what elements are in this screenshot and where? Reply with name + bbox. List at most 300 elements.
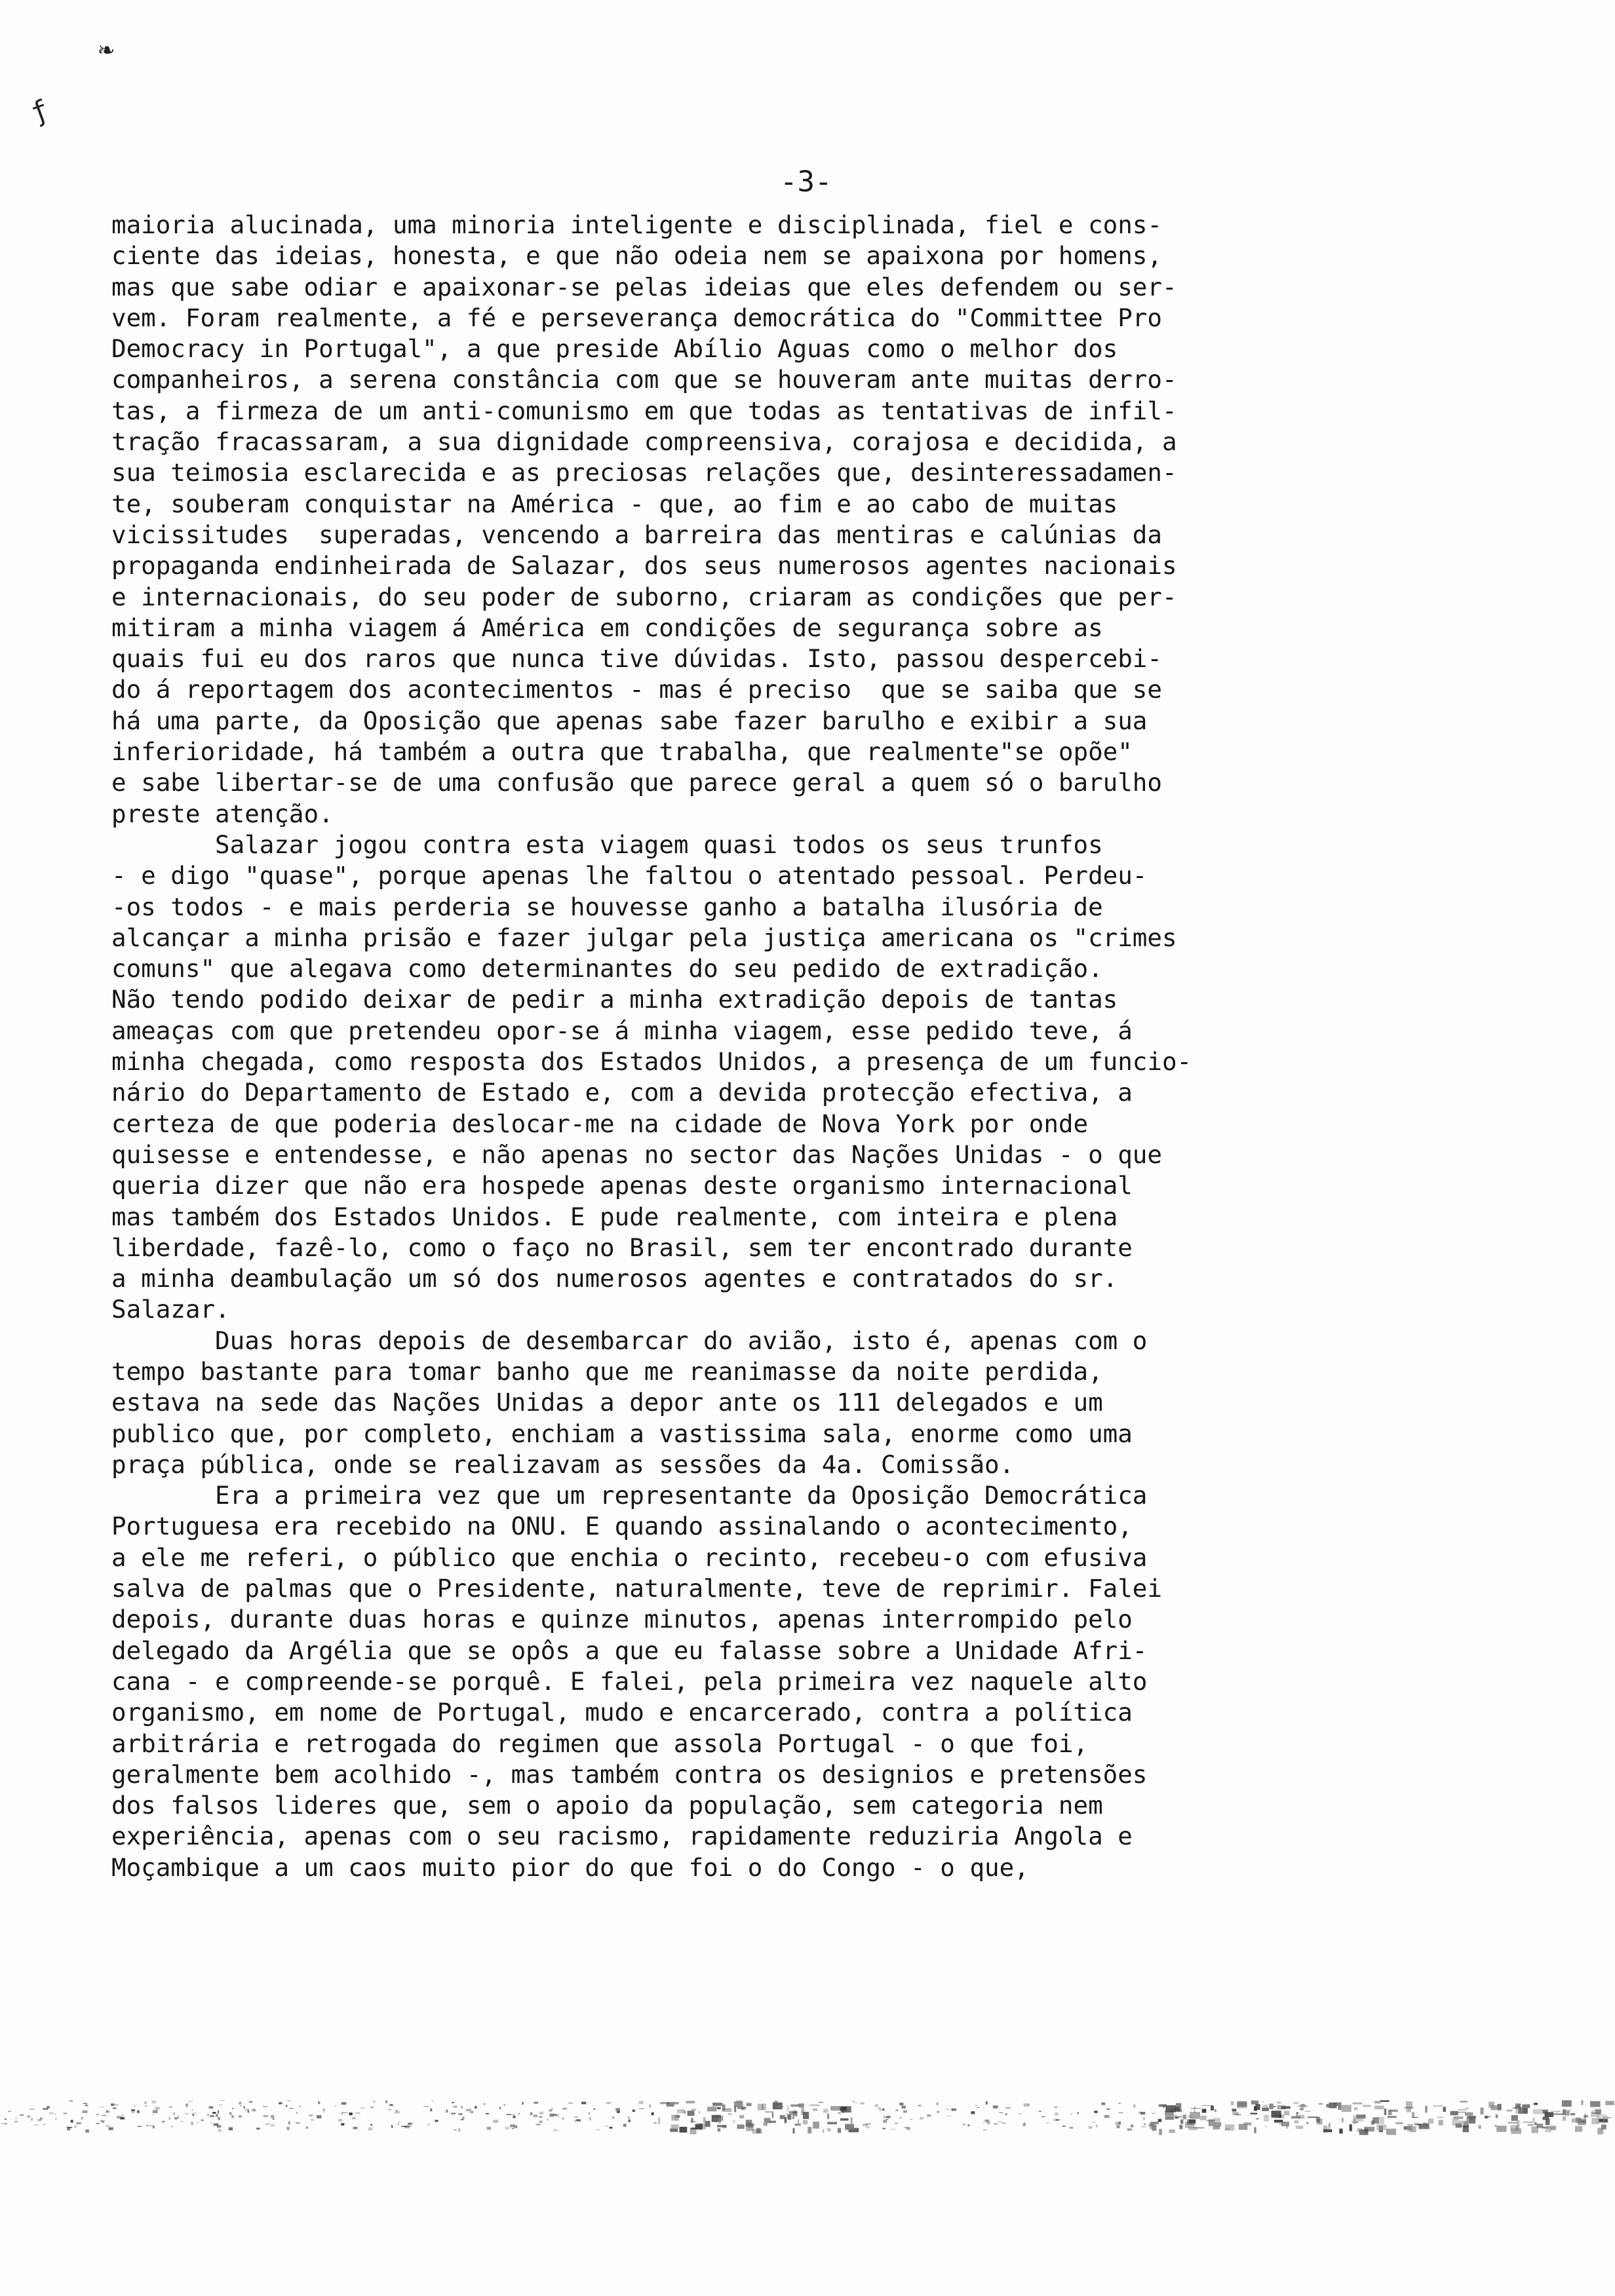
noise-speck: [830, 2106, 840, 2111]
noise-speck: [1536, 2124, 1543, 2128]
noise-speck: [747, 2103, 752, 2106]
noise-speck: [1239, 2124, 1248, 2130]
noise-speck: [232, 2108, 233, 2109]
text-line: praça pública, onde se realizavam as sessões da 4a. Comissão.: [111, 1449, 1015, 1479]
noise-speck: [1296, 2126, 1304, 2129]
noise-speck: [451, 2113, 456, 2114]
noise-speck: [1028, 2103, 1030, 2106]
noise-speck: [47, 2106, 50, 2109]
text-line: a minha deambulação um só dos numerosos agentes e contratados do sr.: [111, 1264, 1118, 1293]
noise-speck: [813, 2122, 819, 2129]
noise-speck: [1298, 2105, 1307, 2107]
noise-speck: [1152, 2113, 1156, 2114]
noise-speck: [214, 2124, 219, 2126]
noise-speck: [920, 2117, 924, 2119]
noise-speck: [971, 2111, 975, 2114]
noise-speck: [271, 2115, 274, 2118]
noise-speck: [733, 2120, 735, 2124]
noise-speck: [210, 2107, 214, 2109]
text-line: Salazar jogou contra esta viagem quasi todos os seus trunfos: [111, 830, 1103, 859]
noise-speck: [1213, 2126, 1220, 2130]
noise-speck: [1353, 2103, 1363, 2105]
noise-speck: [1395, 2122, 1403, 2124]
noise-speck: [536, 2124, 541, 2126]
noise-speck: [138, 2126, 142, 2127]
noise-speck: [1071, 2113, 1072, 2114]
noise-speck: [1339, 2129, 1343, 2134]
noise-speck: [652, 2113, 654, 2115]
text-line: há uma parte, da Oposição que apenas sabe fazer barulho e exibir a sua: [111, 706, 1148, 735]
noise-speck: [341, 2123, 344, 2126]
noise-speck: [575, 2121, 576, 2122]
noise-speck: [739, 2115, 744, 2118]
noise-speck: [1590, 2101, 1600, 2107]
noise-speck: [210, 2122, 212, 2124]
noise-speck: [691, 2118, 693, 2122]
noise-speck: [1326, 2104, 1330, 2107]
noise-speck: [1296, 2113, 1298, 2114]
text-line: vicissitudes superadas, vencendo a barreira das mentiras e calúnias da: [111, 520, 1162, 549]
noise-speck: [96, 2123, 100, 2124]
noise-speck: [675, 2115, 676, 2121]
noise-speck: [239, 2115, 242, 2118]
text-line: a ele me referi, o público que enchia o recinto, recebeu-o com efusiva: [111, 1542, 1148, 1572]
noise-speck: [780, 2115, 785, 2119]
noise-speck: [1022, 2124, 1026, 2126]
noise-speck: [880, 2109, 881, 2111]
noise-speck: [296, 2122, 300, 2124]
noise-speck: [1089, 2126, 1093, 2129]
noise-speck: [55, 2118, 56, 2120]
noise-speck: [556, 2114, 559, 2116]
noise-speck: [1584, 2115, 1588, 2117]
noise-speck: [152, 2101, 157, 2104]
noise-speck: [231, 2115, 234, 2118]
text-line: publico que, por completo, enchiam a vastissima sala, enorme como uma: [111, 1419, 1133, 1448]
noise-speck: [629, 2120, 631, 2122]
noise-speck: [1041, 2116, 1045, 2117]
noise-speck: [229, 2128, 233, 2131]
noise-speck: [201, 2120, 204, 2121]
noise-speck: [1116, 2126, 1119, 2128]
noise-speck: [1511, 2115, 1518, 2121]
noise-speck: [983, 2130, 986, 2131]
noise-speck: [984, 2120, 989, 2122]
noise-speck: [882, 2128, 885, 2130]
noise-speck: [338, 2119, 342, 2121]
noise-speck: [1191, 2108, 1201, 2109]
text-line: dos falsos lideres que, sem o apoio da população, sem categoria nem: [111, 1791, 1103, 1820]
noise-speck: [113, 2108, 117, 2109]
noise-speck: [207, 2113, 209, 2116]
noise-speck: [798, 2104, 800, 2107]
noise-speck: [341, 2102, 346, 2105]
noise-speck: [1149, 2124, 1157, 2127]
noise-speck: [1363, 2105, 1371, 2107]
noise-speck: [951, 2108, 953, 2111]
noise-speck: [534, 2102, 538, 2104]
noise-speck: [823, 2109, 828, 2113]
noise-speck: [514, 2126, 518, 2128]
noise-speck: [658, 2117, 659, 2124]
noise-speck: [882, 2109, 885, 2111]
noise-speck: [1498, 2104, 1502, 2111]
noise-speck: [173, 2113, 175, 2115]
noise-speck: [1514, 2107, 1523, 2108]
noise-speck: [1263, 2105, 1268, 2107]
noise-speck: [670, 2128, 678, 2132]
noise-speck: [810, 2105, 820, 2106]
noise-speck: [623, 2124, 627, 2127]
noise-speck: [1508, 2122, 1518, 2124]
noise-speck: [593, 2109, 596, 2110]
noise-speck: [1133, 2105, 1135, 2108]
noise-speck: [1458, 2112, 1466, 2113]
noise-speck: [793, 2128, 795, 2134]
noise-speck: [1180, 2120, 1183, 2124]
noise-speck: [1296, 2115, 1298, 2116]
noise-speck: [1425, 2106, 1427, 2113]
noise-speck: [185, 2103, 188, 2107]
noise-speck: [899, 2117, 902, 2118]
noise-speck: [505, 2127, 509, 2130]
noise-speck: [398, 2122, 399, 2125]
noise-speck: [813, 2109, 817, 2111]
noise-speck: [718, 2128, 721, 2132]
noise-speck: [461, 2106, 463, 2109]
noise-speck: [1386, 2129, 1396, 2135]
noise-speck: [803, 2120, 808, 2124]
noise-speck: [1069, 2127, 1073, 2129]
noise-speck: [461, 2119, 464, 2120]
noise-speck: [15, 2117, 16, 2119]
noise-speck: [1563, 2116, 1566, 2121]
noise-speck: [895, 2122, 898, 2124]
noise-speck: [1293, 2102, 1299, 2104]
text-line: comuns" que alegava como determinantes do seu pedido de extradição.: [111, 954, 1103, 984]
noise-speck: [1165, 2116, 1174, 2120]
noise-speck: [352, 2117, 355, 2119]
noise-speck: [28, 2116, 30, 2118]
noise-speck: [866, 2126, 870, 2128]
noise-speck: [1350, 2124, 1352, 2132]
noise-speck: [368, 2128, 372, 2131]
noise-speck: [31, 2118, 32, 2121]
text-line: sua teimosia esclarecida e as preciosas relações que, desinteressadamen-: [111, 458, 1177, 488]
text-line: propaganda endinheirada de Salazar, dos seus numerosos agentes nacionais: [111, 551, 1177, 581]
noise-speck: [1294, 2120, 1299, 2123]
noise-speck: [1262, 2108, 1269, 2111]
noise-speck: [688, 2111, 695, 2116]
noise-speck: [318, 2101, 320, 2104]
noise-speck: [1215, 2109, 1216, 2113]
noise-speck: [1254, 2127, 1256, 2133]
noise-speck: [1286, 2125, 1288, 2129]
noise-speck: [568, 2103, 574, 2104]
noise-speck: [789, 2111, 797, 2114]
noise-speck: [1469, 2117, 1475, 2123]
noise-speck: [1485, 2116, 1488, 2118]
noise-speck: [875, 2105, 878, 2107]
text-line: organismo, em nome de Portugal, mudo e encarcerado, contra a política: [111, 1698, 1133, 1727]
text-line: ciente das ideias, honesta, e que não odeia nem se apaixona por homens,: [111, 241, 1162, 271]
noise-speck: [699, 2112, 700, 2114]
noise-speck: [170, 2126, 173, 2127]
noise-speck: [1158, 2119, 1162, 2122]
noise-speck: [121, 2114, 124, 2117]
noise-speck: [309, 2114, 313, 2116]
noise-speck: [1235, 2114, 1241, 2115]
noise-speck: [286, 2105, 288, 2107]
noise-speck: [446, 2109, 448, 2113]
noise-speck: [1516, 2126, 1519, 2130]
noise-speck: [927, 2114, 931, 2117]
noise-speck: [296, 2112, 298, 2114]
noise-speck: [341, 2113, 343, 2115]
noise-speck: [1489, 2102, 1494, 2108]
noise-speck: [67, 2128, 70, 2130]
noise-speck: [5, 2123, 7, 2124]
noise-speck: [660, 2102, 669, 2104]
noise-speck: [765, 2111, 773, 2113]
noise-speck: [279, 2102, 282, 2104]
noise-speck: [67, 2127, 72, 2128]
noise-speck: [475, 2106, 477, 2109]
noise-speck: [550, 2114, 554, 2116]
noise-speck: [370, 2107, 374, 2109]
noise-speck: [1298, 2115, 1304, 2119]
text-line: maioria alucinada, uma minoria inteligente e disciplinada, fiel e cons-: [111, 210, 1162, 239]
text-line: Democracy in Portugal", a que preside Abílio Aguas como o melhor dos: [111, 334, 1118, 364]
noise-speck: [1178, 2116, 1182, 2118]
noise-speck: [899, 2103, 903, 2105]
noise-speck: [638, 2101, 644, 2104]
noise-speck: [174, 2117, 178, 2119]
text-line: mas também dos Estados Unidos. E pude realmente, com inteira e plena: [111, 1202, 1118, 1231]
noise-speck: [1323, 2126, 1327, 2133]
noise-speck: [74, 2126, 76, 2128]
noise-speck: [1231, 2101, 1234, 2105]
noise-speck: [1094, 2111, 1097, 2113]
noise-speck: [322, 2109, 326, 2111]
noise-speck: [878, 2107, 880, 2109]
noise-speck: [311, 2119, 314, 2120]
noise-speck: [240, 2106, 242, 2107]
noise-speck: [1532, 2118, 1535, 2123]
noise-speck: [342, 2113, 347, 2114]
noise-speck: [1528, 2124, 1534, 2126]
noise-speck: [539, 2120, 543, 2123]
noise-speck: [1572, 2118, 1582, 2122]
noise-speck: [1179, 2125, 1182, 2129]
noise-speck: [288, 2121, 290, 2124]
noise-speck: [1342, 2118, 1343, 2122]
noise-speck: [432, 2100, 434, 2101]
noise-speck: [152, 2114, 154, 2115]
noise-speck: [884, 2116, 889, 2118]
text-line: do á reportagem dos acontecimentos - mas é preciso que se saiba que se: [111, 675, 1162, 704]
noise-speck: [470, 2111, 473, 2113]
noise-speck: [397, 2110, 398, 2111]
noise-speck: [85, 2105, 88, 2106]
noise-speck: [1406, 2101, 1412, 2109]
noise-speck: [191, 2122, 193, 2125]
noise-speck: [1174, 2115, 1177, 2118]
noise-speck: [534, 2115, 537, 2117]
noise-speck: [946, 2109, 950, 2110]
noise-speck: [1131, 2124, 1133, 2127]
noise-speck: [1515, 2108, 1523, 2114]
noise-speck: [1388, 2110, 1392, 2115]
noise-speck: [71, 2120, 73, 2122]
noise-speck: [1422, 2127, 1430, 2129]
noise-speck: [349, 2113, 353, 2115]
ink-hook-mark: ƒ: [26, 93, 53, 129]
noise-speck: [705, 2121, 710, 2127]
noise-speck: [273, 2118, 275, 2120]
noise-speck: [632, 2109, 636, 2112]
noise-speck: [1460, 2101, 1467, 2102]
noise-speck: [737, 2124, 745, 2129]
noise-speck: [1581, 2120, 1586, 2123]
noise-speck: [1575, 2126, 1582, 2132]
noise-speck: [49, 2113, 53, 2114]
noise-speck: [493, 2120, 498, 2123]
noise-speck: [5, 2118, 7, 2120]
noise-speck: [391, 2125, 393, 2128]
noise-speck: [1319, 2103, 1323, 2105]
noise-speck: [1407, 2124, 1413, 2132]
noise-speck: [627, 2116, 630, 2118]
noise-speck: [1127, 2128, 1132, 2130]
noise-speck: [1096, 2124, 1097, 2127]
noise-speck: [1002, 2122, 1005, 2124]
noise-speck: [707, 2107, 717, 2111]
text-line: geralmente bem acolhido -, mas também contra os designios e pretensões: [111, 1759, 1148, 1789]
noise-speck: [1189, 2120, 1196, 2123]
noise-speck: [137, 2111, 140, 2113]
text-line: liberdade, fazê-lo, como o faço no Brasil, sem ter encontrado durante: [111, 1233, 1133, 1262]
text-line: mas que sabe odiar e apaixonar-se pelas ideias que eles defendem ou ser-: [111, 272, 1177, 301]
noise-speck: [1169, 2130, 1175, 2133]
noise-speck: [1, 2124, 5, 2125]
noise-speck: [845, 2124, 854, 2130]
noise-speck: [863, 2124, 868, 2126]
noise-speck: [553, 2130, 557, 2131]
noise-speck: [549, 2109, 553, 2112]
noise-speck: [562, 2108, 567, 2110]
noise-speck: [193, 2114, 195, 2116]
noise-speck: [1357, 2128, 1363, 2132]
noise-speck: [903, 2111, 907, 2113]
noise-speck: [1597, 2128, 1603, 2134]
noise-speck: [212, 2112, 216, 2114]
noise-speck: [691, 2109, 695, 2111]
noise-speck: [221, 2100, 225, 2101]
noise-speck: [1515, 2103, 1521, 2109]
noise-speck: [653, 2122, 657, 2124]
noise-speck: [772, 2113, 773, 2118]
text-line: te, souberam conquistar na América - que, ao fim e ao cabo de muitas: [111, 489, 1118, 518]
text-line: quisesse e entendesse, e não apenas no sector das Nações Unidas - o que: [111, 1139, 1162, 1169]
noise-speck: [395, 2111, 400, 2113]
noise-speck: [404, 2126, 410, 2128]
noise-speck: [1265, 2126, 1267, 2128]
noise-speck: [353, 2127, 358, 2130]
noise-speck: [895, 2110, 898, 2111]
noise-speck: [197, 2122, 199, 2123]
noise-speck: [1563, 2109, 1566, 2115]
noise-speck: [671, 2124, 679, 2128]
noise-speck: [360, 2107, 364, 2109]
noise-speck: [717, 2107, 720, 2109]
noise-speck: [1465, 2107, 1469, 2109]
noise-speck: [901, 2106, 905, 2109]
noise-speck: [849, 2110, 851, 2112]
noise-speck: [512, 2128, 515, 2129]
noise-speck: [906, 2128, 910, 2130]
noise-speck: [54, 2113, 56, 2114]
noise-speck: [8, 2111, 10, 2112]
text-line: Era a primeira vez que um representante da Oposição Democrática: [111, 1481, 1148, 1510]
noise-speck: [788, 2114, 791, 2120]
noise-speck: [918, 2105, 922, 2106]
noise-speck: [76, 2122, 81, 2124]
noise-speck: [1165, 2111, 1174, 2116]
noise-speck: [218, 2111, 219, 2114]
noise-speck: [1384, 2109, 1387, 2115]
noise-speck: [787, 2105, 789, 2112]
text-line: inferioridade, há também a outra que trabalha, que realmente"se opõe": [111, 737, 1133, 767]
noise-speck: [1329, 2124, 1331, 2128]
noise-speck: [1452, 2118, 1458, 2126]
noise-speck: [513, 2114, 515, 2116]
noise-speck: [1039, 2111, 1042, 2112]
noise-speck: [606, 2102, 612, 2103]
text-line: Não tendo podido deixar de pedir a minha extradição depois de tantas: [111, 985, 1118, 1014]
noise-speck: [1279, 2114, 1281, 2118]
noise-speck: [1251, 2101, 1258, 2105]
noise-speck: [100, 2120, 105, 2122]
noise-speck: [1143, 2117, 1145, 2120]
noise-speck: [1534, 2103, 1538, 2105]
noise-speck: [373, 2101, 376, 2103]
noise-speck: [851, 2117, 853, 2124]
noise-speck: [1443, 2107, 1447, 2112]
noise-speck: [677, 2109, 684, 2113]
noise-speck: [486, 2113, 489, 2114]
noise-speck: [522, 2102, 524, 2105]
noise-speck: [1374, 2101, 1381, 2103]
noise-speck: [1412, 2117, 1418, 2118]
noise-speck: [1496, 2114, 1498, 2118]
noise-speck: [145, 2105, 147, 2107]
noise-speck: [998, 2121, 1002, 2122]
text-line: companheiros, a serena constância com que se houveram ante muitas derro-: [111, 365, 1177, 394]
noise-speck: [977, 2107, 979, 2108]
text-line: tração fracassaram, a sua dignidade compreensiva, corajosa e decidida, a: [111, 427, 1177, 457]
noise-speck: [252, 2109, 256, 2111]
noise-speck: [562, 2118, 564, 2119]
noise-speck: [1433, 2105, 1443, 2107]
text-line: arbitrária e retrogada do regimen que assola Portugal - o que foi,: [111, 1729, 1089, 1758]
noise-speck: [728, 2113, 732, 2115]
text-line: vem. Foram realmente, a fé e perseverança democrática do "Committee Pro: [111, 303, 1162, 332]
noise-speck: [737, 2107, 746, 2109]
noise-speck: [717, 2125, 726, 2128]
noise-speck: [1353, 2115, 1363, 2121]
noise-speck: [430, 2109, 432, 2112]
